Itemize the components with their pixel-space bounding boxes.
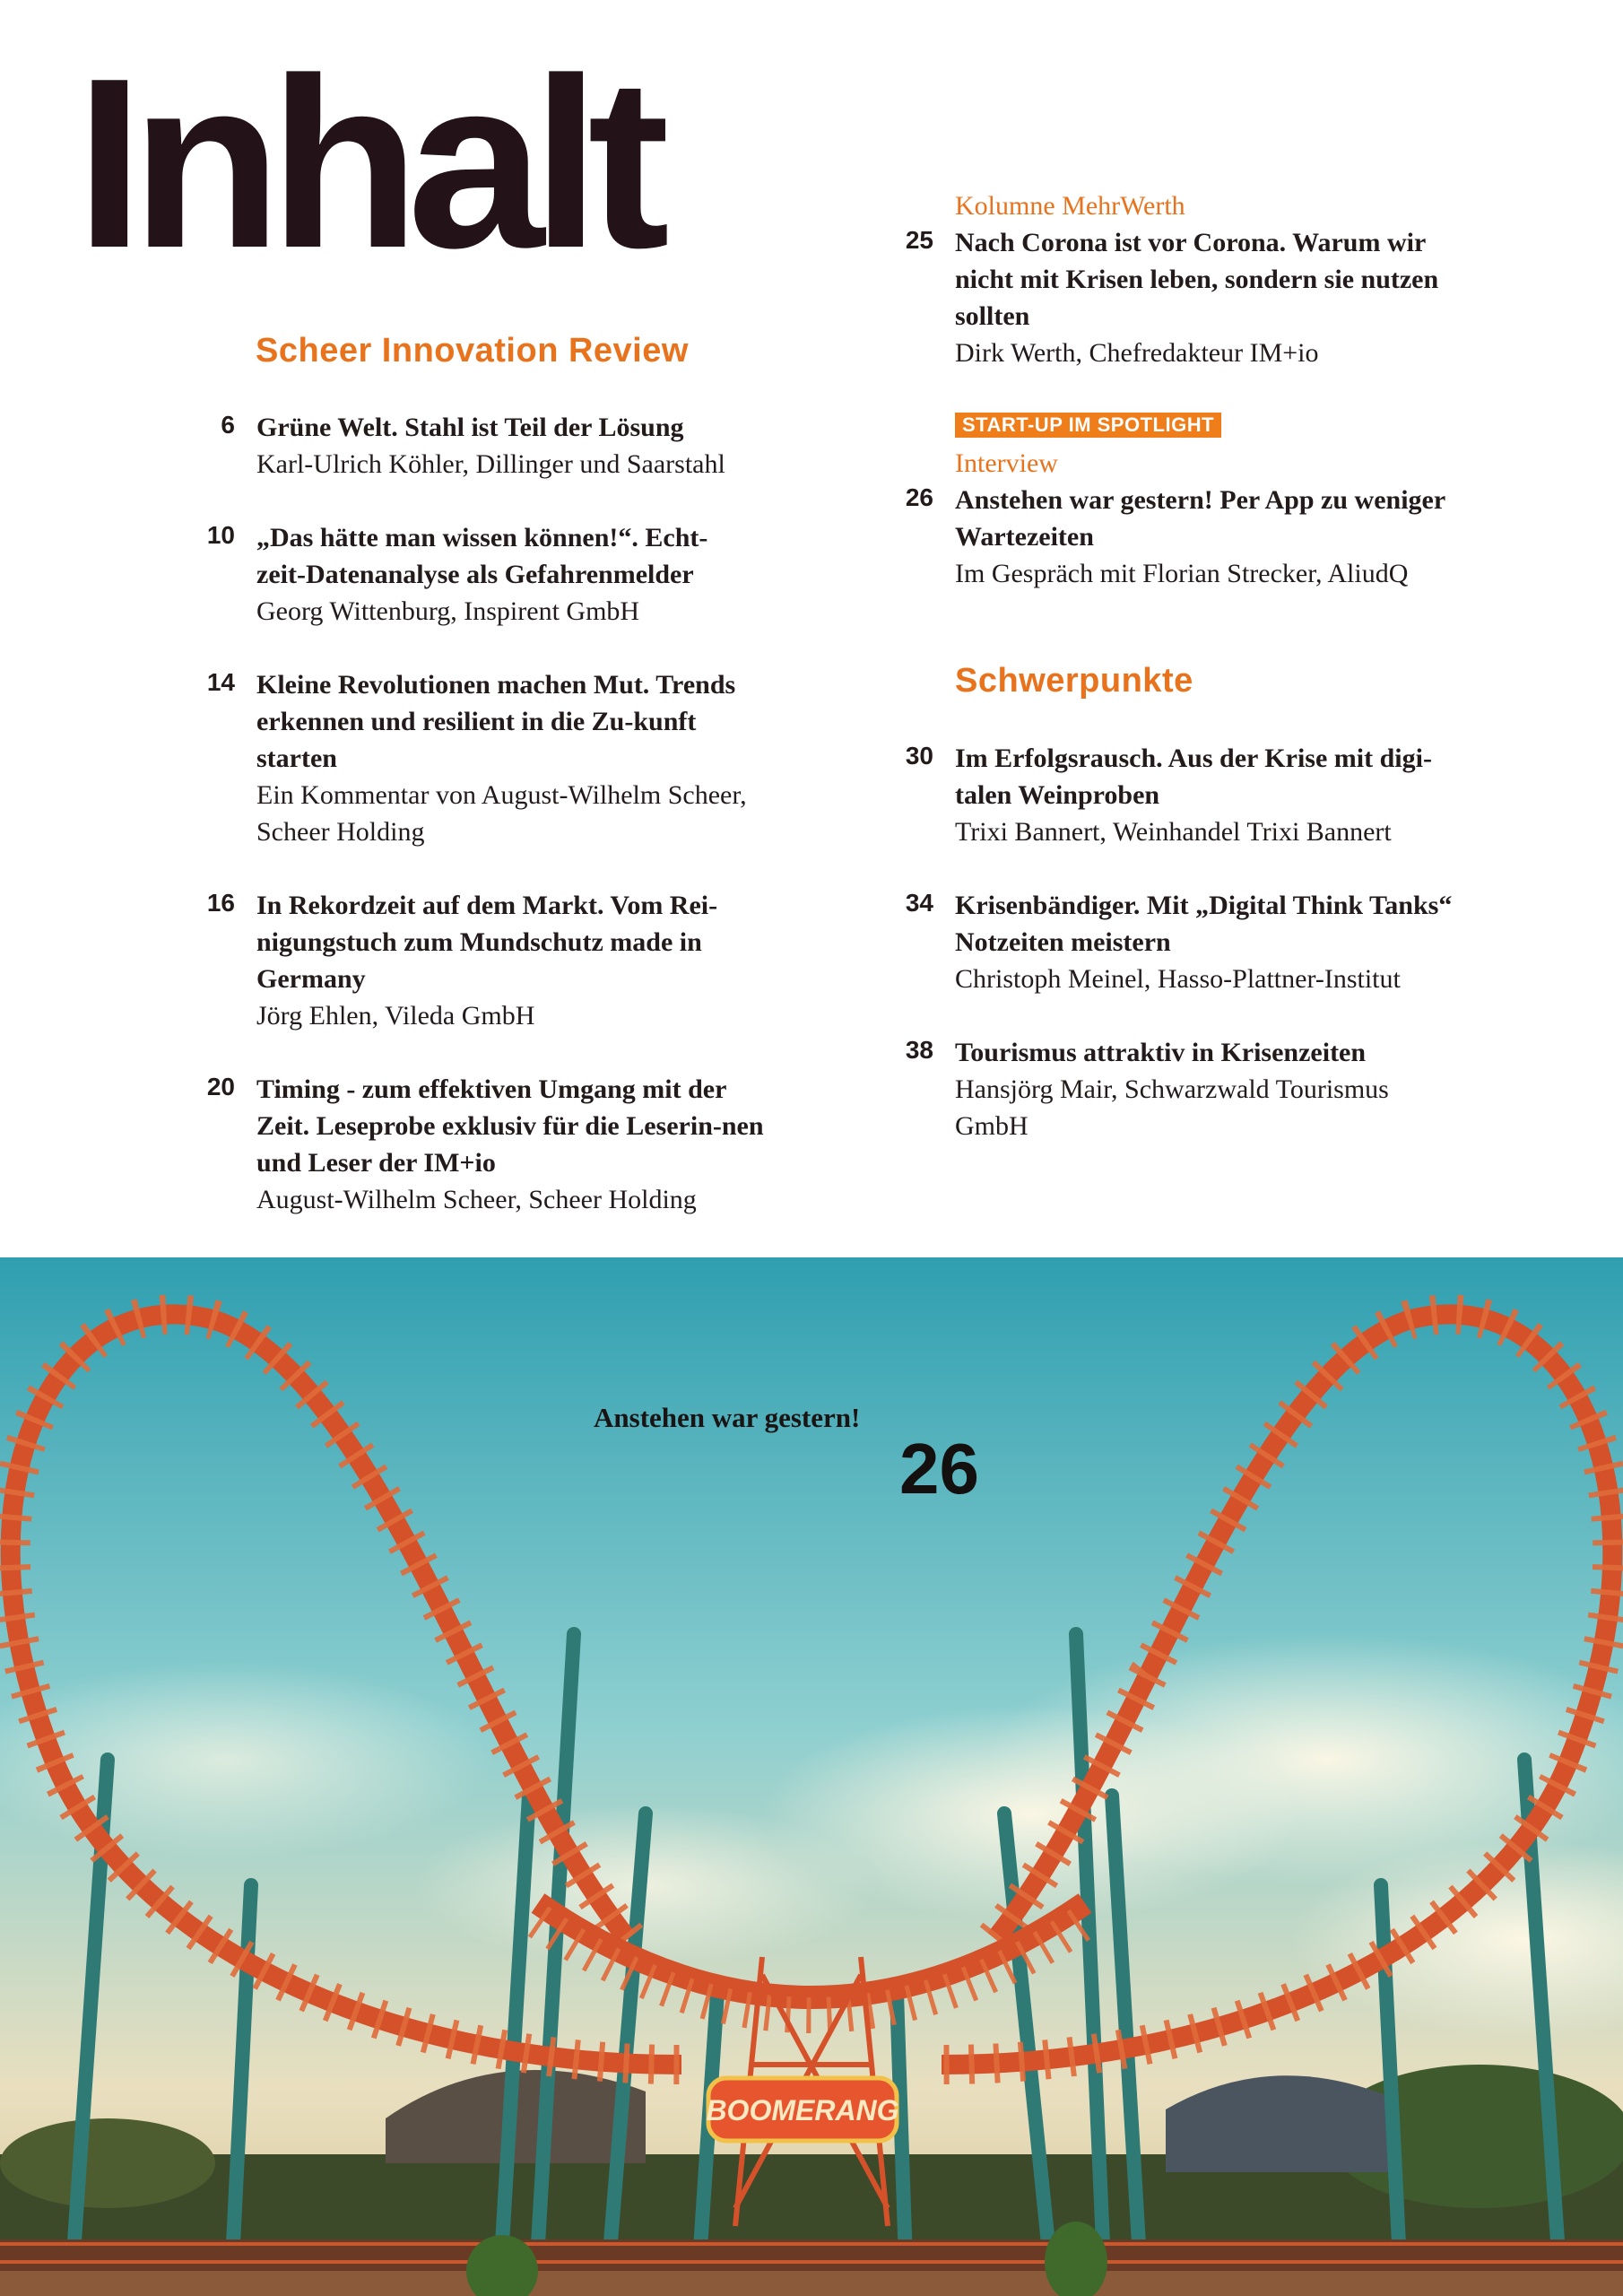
page-number: 38 (905, 1036, 933, 1064)
toc-entry[interactable] (905, 740, 1475, 850)
entry-headline: „Das hätte man wissen können!“. Echt-zeit-Datenanalyse als Gefahrenmelder (256, 523, 708, 589)
toc-entry[interactable] (206, 887, 759, 1034)
page-number: 6 (221, 411, 235, 439)
page-number: 26 (905, 483, 933, 511)
entry-author: Karl-Ulrich Köhler, Dillinger und Saarstahl (256, 449, 725, 479)
section-title-schwerpunkte: Schwerpunkte (955, 662, 1193, 700)
page-number: 20 (206, 1073, 235, 1100)
toc-entry-startup[interactable] (905, 413, 1484, 592)
entry-headline: In Rekordzeit auf dem Markt. Vom Rei-nigungstuch zum Mundschutz made in Germany (256, 891, 718, 994)
entry-author: Jörg Ehlen, Vileda GmbH (256, 1001, 535, 1031)
entry-author: Christoph Meinel, Hasso-Plattner-Institut (955, 964, 1401, 994)
toc-entry[interactable] (905, 887, 1457, 997)
entry-kicker: Interview (955, 448, 1058, 478)
toc-entry[interactable] (221, 409, 759, 483)
boomerang-sign-text: BOOMERANG (706, 2094, 899, 2126)
toc-entry[interactable] (206, 1071, 777, 1218)
entry-headline: Nach Corona ist vor Corona. Warum wir nicht mit Krisen leben, sondern sie nutzen sollten (955, 228, 1439, 331)
entry-author: Ein Kommentar von August-Wilhelm Scheer, Scheer Holding (256, 780, 747, 847)
entry-headline: Anstehen war gestern! Per App zu weniger Wartezeiten (955, 485, 1445, 552)
toc-entry-column[interactable] (905, 187, 1484, 371)
feature-page-number: 26 (899, 1429, 979, 1509)
page-number: 34 (905, 889, 933, 917)
toc-entry[interactable] (206, 666, 759, 850)
entry-headline: Grüne Welt. Stahl ist Teil der Lösung (256, 413, 684, 442)
page-number: 25 (905, 226, 933, 254)
entry-author: Dirk Werth, Chefredakteur IM+io (955, 338, 1319, 368)
entry-headline: Tourismus attraktiv in Krisenzeiten (955, 1038, 1367, 1067)
entry-author: August-Wilhelm Scheer, Scheer Holding (256, 1185, 697, 1214)
page-number: 14 (206, 668, 235, 696)
entry-headline: Kleine Revolutionen machen Mut. Trends erkennen und resilient in die Zu-kunft starten (256, 670, 736, 773)
toc-entry[interactable] (905, 1034, 1457, 1144)
entry-author: Trixi Bannert, Weinhandel Trixi Bannert (955, 817, 1392, 847)
entry-headline: Im Erfolgsrausch. Aus der Krise mit digi-talen Weinproben (955, 744, 1432, 810)
entry-author: Hansjörg Mair, Schwarzwald Tourismus GmbH (955, 1074, 1389, 1141)
entry-headline: Timing - zum effektiven Umgang mit der Zeit. Leseprobe exklusiv für die Leserin-nen und Leser der IM+io (256, 1074, 764, 1178)
entry-kicker: Kolumne MehrWerth (955, 191, 1185, 221)
feature-caption: Anstehen war gestern! (594, 1402, 861, 1433)
section-title-scheer-innovation-review: Scheer Innovation Review (256, 332, 689, 370)
page-number: 30 (905, 742, 933, 770)
page-number: 16 (206, 889, 235, 917)
entry-headline: Krisenbändiger. Mit „Digital Think Tanks“ Notzeiten meistern (955, 891, 1453, 957)
boomerang-sign (706, 2078, 898, 2141)
toc-entry[interactable] (206, 519, 750, 630)
entry-author: Im Gespräch mit Florian Strecker, AliudQ (955, 559, 1409, 588)
startup-badge: START-UP IM SPOTLIGHT (955, 413, 1221, 438)
page-number: 10 (206, 521, 235, 549)
page-title: Inhalt (75, 29, 657, 299)
entry-author: Georg Wittenburg, Inspirent GmbH (256, 596, 640, 626)
